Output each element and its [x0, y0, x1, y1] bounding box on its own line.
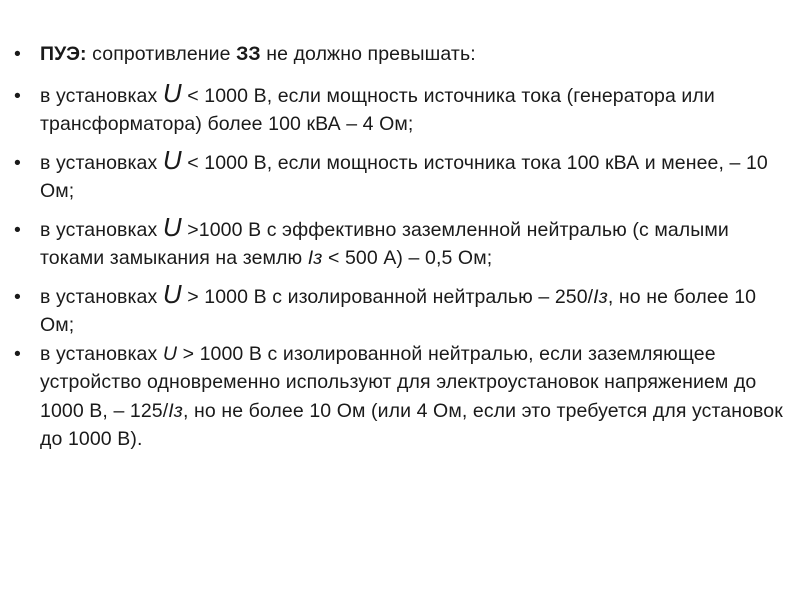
- voltage-symbol: U: [162, 211, 182, 242]
- item-text: не должно превышать:: [260, 43, 476, 65]
- voltage-symbol: U: [162, 278, 182, 309]
- item-text: >1000 В с эффективно заземленной нейтралью (с малыми токами замыкания на землю: [40, 218, 729, 269]
- bullet-dot: •: [14, 43, 21, 65]
- item-text: сопротивление: [86, 43, 237, 65]
- item-text: < 1000 В, если мощность источника тока 100 кВА и менее, – 10 Ом;: [40, 151, 768, 202]
- bullet-list: [14, 40, 784, 467]
- list-item-limit-125: [14, 340, 784, 454]
- bullet-dot: •: [14, 84, 21, 107]
- voltage-symbol: U: [162, 342, 178, 365]
- item-text: , но не более 10 Ом;: [40, 285, 757, 336]
- voltage-symbol: U: [162, 144, 182, 175]
- current-symbol: Iз: [593, 285, 608, 308]
- item-text: > 1000 В с изолированной нейтралью – 250/: [181, 285, 594, 308]
- zz-label: ЗЗ: [236, 43, 261, 65]
- list-item-intro: [14, 40, 784, 69]
- item-text: в установках: [40, 84, 163, 107]
- item-text: < 500 А) – 0,5 Ом;: [322, 247, 493, 269]
- list-item-limit-10-ohm: [14, 144, 784, 206]
- item-text: в установках: [40, 285, 163, 308]
- bullet-dot: •: [14, 285, 21, 308]
- item-text: в установках: [40, 218, 163, 241]
- item-text: > 1000 В с изолированной нейтралью, если заземляющее устройство одновременно используют для электроустановок напряжением до 1000 В, – 125/: [40, 342, 757, 422]
- bullet-dot: •: [14, 342, 21, 365]
- item-text: , но не более 10 Ом (или 4 Ом, если это требуется для установок до 1000 В).: [40, 399, 783, 450]
- item-text: в установках: [40, 151, 163, 174]
- current-symbol: Iз: [168, 399, 183, 422]
- item-text: в установках: [40, 342, 163, 365]
- list-item-limit-4-ohm: [14, 77, 784, 139]
- pue-label: ПУЭ:: [40, 43, 87, 65]
- list-item-limit-250: [14, 278, 784, 340]
- list-item-limit-0-5-ohm: [14, 211, 784, 273]
- item-text: < 1000 В, если мощность источника тока (генератора или трансформатора) более 100 кВА – 4 Ом;: [40, 84, 715, 135]
- bullet-dot: •: [14, 218, 21, 241]
- bullet-dot: •: [14, 151, 21, 174]
- voltage-symbol: U: [162, 77, 182, 108]
- current-symbol: Iз: [307, 247, 323, 269]
